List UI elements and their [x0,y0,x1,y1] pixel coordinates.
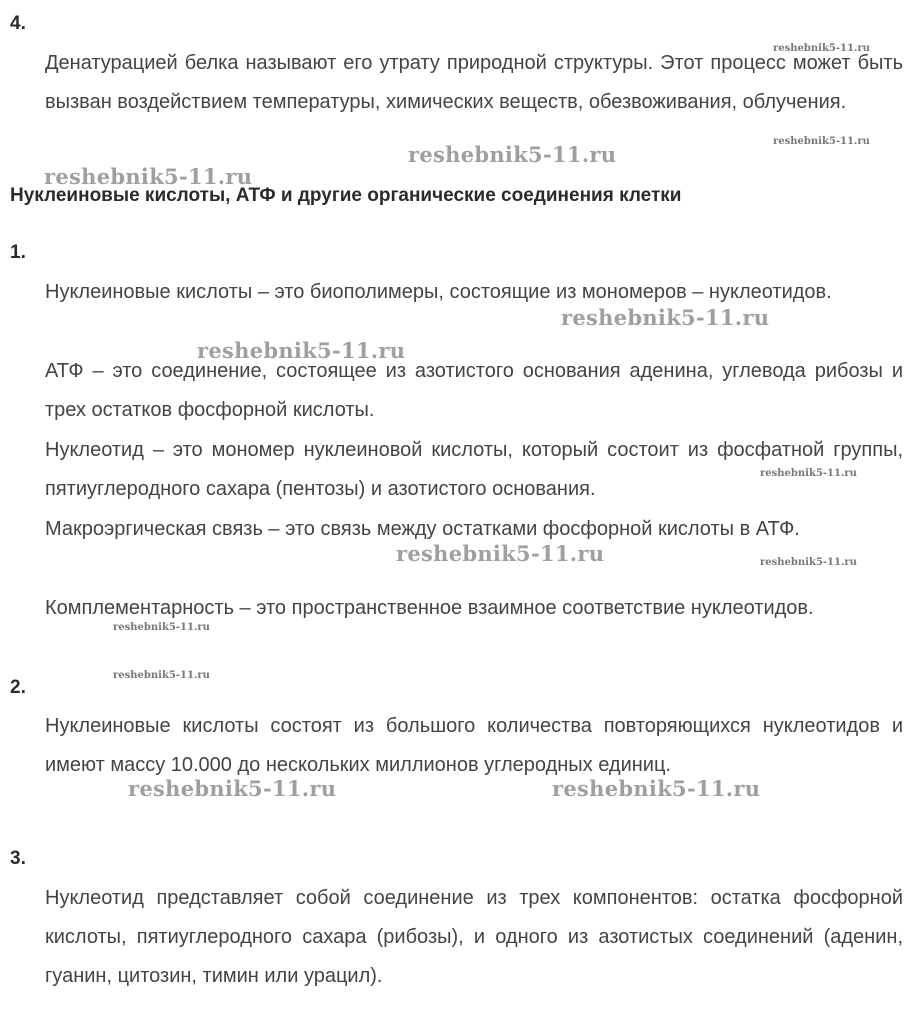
section-number-2: 2. [10,677,26,698]
section-1-para-3: Нуклеотид – это мономер нуклеиновой кислоты, который состоит из фосфатной группы, пятиуглеродного сахара (пентозы) и азотистого основания. [45,439,903,500]
watermark: reshebnik5-11.ru [396,541,605,566]
section-number-3: 3. [10,848,26,869]
watermark: reshebnik5-11.ru [760,557,857,568]
watermark: reshebnik5-11.ru [552,776,761,801]
section-1-para-2: АТФ – это соединение, состоящее из азотистого основания аденина, углевода рибозы и трех остатков фосфорной кислоты. [45,360,903,421]
section-number-4: 4. [10,13,26,34]
section-1-para-5: Комплементарность – это пространственное взаимное соответствие нуклеотидов. [45,597,814,619]
watermark: reshebnik5-11.ru [773,43,870,54]
watermark: reshebnik5-11.ru [773,136,870,147]
section-3-text: Нуклеотид представляет собой соединение из трех компонентов: остатка фосфорной кислоты, пятиуглеродного сахара (рибозы), и одного из азотистых соединений (аденин, гуанин, цитозин, тимин или урацил). [45,887,903,987]
section-1-para-4: Макроэргическая связь – это связь между остатками фосфорной кислоты в АТФ. [45,518,800,540]
topic-heading: Нуклеиновые кислоты, АТФ и другие органические соединения клетки [10,185,682,206]
watermark: reshebnik5-11.ru [128,776,337,801]
watermark: reshebnik5-11.ru [44,164,253,189]
section-number-1: 1. [10,242,26,263]
section-1-para-1: Нуклеиновые кислоты – это биополимеры, состоящие из мономеров – нуклеотидов. [45,281,832,303]
watermark: reshebnik5-11.ru [408,142,617,167]
watermark: reshebnik5-11.ru [113,670,210,681]
watermark: reshebnik5-11.ru [197,338,406,363]
watermark: reshebnik5-11.ru [561,305,770,330]
section-2-text: Нуклеиновые кислоты состоят из большого количества повторяющихся нуклеотидов и имеют массу 10.000 до нескольких миллионов углеродных единиц. [45,715,903,776]
watermark: reshebnik5-11.ru [113,622,210,633]
watermark: reshebnik5-11.ru [760,468,857,479]
section-4-text: Денатурацией белка называют его утрату природной структуры. Этот процесс может быть вызван воздействием температуры, химических веществ, обезвоживания, облучения. [45,52,903,113]
